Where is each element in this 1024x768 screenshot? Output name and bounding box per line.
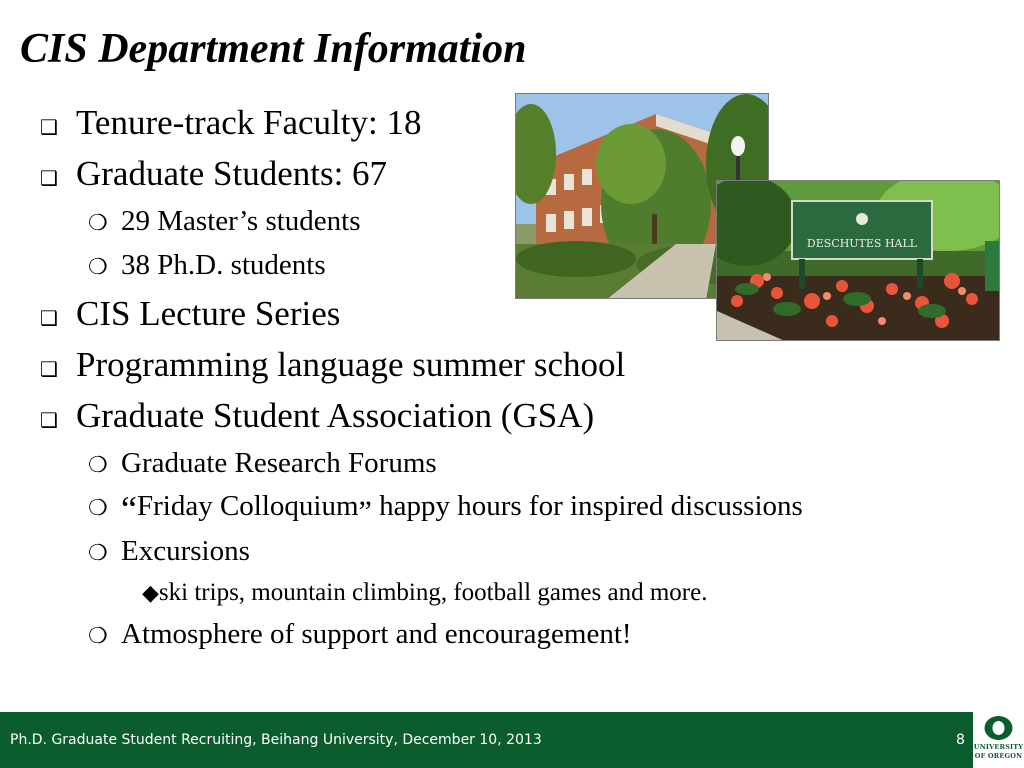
sub-bullet-excursions <box>88 535 250 568</box>
oregon-o-icon <box>983 714 1014 742</box>
university-of-oregon-logo <box>973 712 1024 768</box>
bullet-text: Atmosphere of support and encouragement! <box>121 618 632 650</box>
sub-bullet-research-forums <box>88 447 437 480</box>
circle-bullet-icon: ❍ <box>88 623 108 648</box>
sub-bullet-atmosphere <box>88 618 632 651</box>
circle-bullet-icon: ❍ <box>88 452 108 477</box>
bullet-text: Graduate Research Forums <box>121 447 437 479</box>
bullet-text: 29 Master’s students <box>121 205 361 237</box>
square-bullet-icon: ❑ <box>40 117 58 139</box>
sub-sub-bullet-excursion-list <box>142 579 707 607</box>
square-bullet-icon: ❑ <box>40 359 58 381</box>
footer-text: Ph.D. Graduate Student Recruiting, Beihang University, December 10, 2013 <box>10 732 542 748</box>
page-number: 8 <box>956 732 965 748</box>
sub-bullet-phd <box>88 249 326 282</box>
sub-bullet-masters <box>88 205 361 238</box>
bullet-text: Programming language summer school <box>76 345 626 384</box>
diamond-bullet-icon: ◆ <box>142 580 159 605</box>
bullet-text: Graduate Students: 67 <box>76 154 388 193</box>
sign-text: DESCHUTES HALL <box>806 237 918 250</box>
colloquium-name: Friday Colloquium <box>136 490 359 522</box>
bullet-faculty <box>40 103 421 143</box>
bullet-text: CIS Lecture Series <box>76 294 341 333</box>
logo-line-1: UNIVERSITY <box>973 743 1024 751</box>
logo-line-2: OF OREGON <box>974 752 1023 760</box>
circle-bullet-icon: ❍ <box>88 495 108 520</box>
square-bullet-icon: ❑ <box>40 308 58 330</box>
bullet-text: ski trips, mountain climbing, football games and more. <box>158 579 708 606</box>
bullet-lecture-series <box>40 294 340 334</box>
colloquium-rest: happy hours for inspired discussions <box>371 490 803 522</box>
bullet-text: 38 Ph.D. students <box>121 249 326 281</box>
circle-bullet-icon: ❍ <box>88 540 108 565</box>
logo-wordmark <box>973 743 1024 761</box>
deschutes-hall-sign-image <box>717 181 1000 341</box>
circle-bullet-icon: ❍ <box>88 210 108 235</box>
square-bullet-icon: ❑ <box>40 168 58 190</box>
bullet-text: Tenure-track Faculty: 18 <box>76 103 422 142</box>
bullet-grad-students <box>40 154 387 194</box>
slide-title: CIS Department Information <box>20 26 527 72</box>
square-bullet-icon: ❑ <box>40 410 58 432</box>
bullet-gsa <box>40 396 594 436</box>
bullet-summer-school <box>40 345 625 385</box>
footer-bar <box>0 712 1024 768</box>
deschutes-hall-sign-photo <box>716 180 1000 341</box>
sub-bullet-colloquium: ❍ “ Friday Colloquium ” happy hours for inspired discussions <box>88 489 803 529</box>
circle-bullet-icon: ❍ <box>88 254 108 279</box>
bullet-text: Excursions <box>121 535 250 567</box>
bullet-text: Graduate Student Association (GSA) <box>76 396 595 435</box>
